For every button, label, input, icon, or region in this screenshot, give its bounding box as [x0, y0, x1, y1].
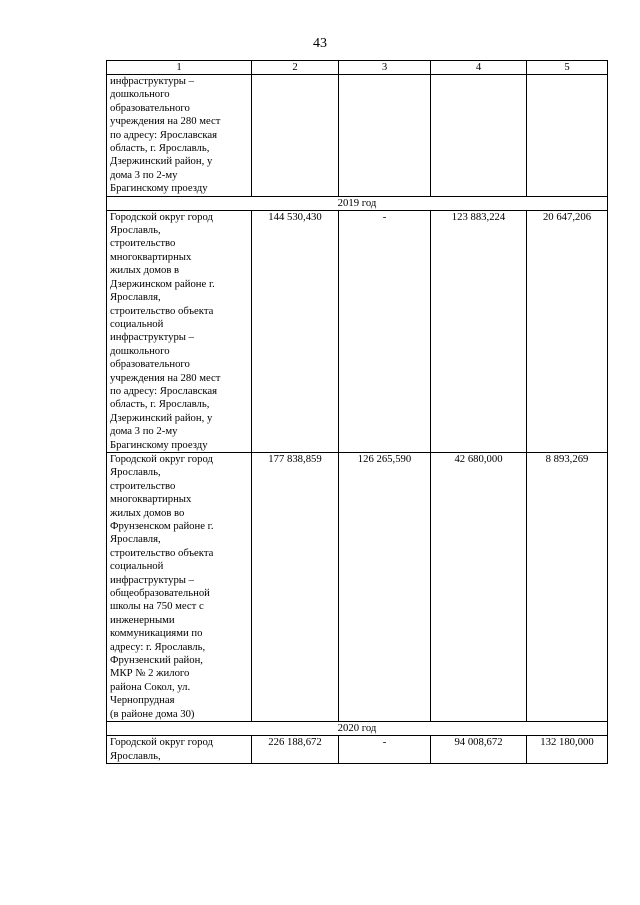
header-col-2: 2: [252, 61, 339, 75]
table-row: [107, 736, 608, 764]
table-row: [107, 210, 608, 452]
year-row-2019: [107, 196, 608, 210]
row-value-col-5: [527, 75, 608, 197]
table-row: [107, 75, 608, 197]
budget-table: [106, 60, 608, 764]
row-value-col-4: [431, 75, 527, 197]
row-description: Городской округ город Ярославль, строительство многоквартирных жилых домов во Фрунзенском районе г. Ярославля, строительство объекта социальной инфраструктуры – общеобразовательной школы на 750 мест с инженерными коммуникациями по адресу: г. Ярославль, Фрунзенский район, МКР № 2 жилого района Сокол, ул. Чернопрудная (в районе дома 30): [107, 452, 252, 721]
year-label: 2019 год: [107, 196, 608, 210]
row-value-col-2: 144 530,430: [252, 210, 339, 452]
row-value-col-2: 226 188,672: [252, 736, 339, 764]
row-description: инфраструктуры – дошкольного образовательного учреждения на 280 мест по адресу: Ярославская область, г. Ярославль, Дзержинский район, у дома 3 по 2-му Брагинскому проезду: [107, 75, 252, 197]
header-col-5: 5: [527, 61, 608, 75]
row-value-col-3: 126 265,590: [339, 452, 431, 721]
header-col-3: 3: [339, 61, 431, 75]
row-value-col-3: [339, 75, 431, 197]
row-value-col-2: 177 838,859: [252, 452, 339, 721]
row-value-col-5: 8 893,269: [527, 452, 608, 721]
header-col-1: 1: [107, 61, 252, 75]
row-value-col-3: -: [339, 736, 431, 764]
row-value-col-4: 42 680,000: [431, 452, 527, 721]
row-value-col-5: 20 647,206: [527, 210, 608, 452]
year-label: 2020 год: [107, 722, 608, 736]
row-value-col-3: -: [339, 210, 431, 452]
table-row: [107, 452, 608, 721]
row-value-col-5: 132 180,000: [527, 736, 608, 764]
row-description: Городской округ город Ярославль,: [107, 736, 252, 764]
row-description: Городской округ город Ярославль, строительство многоквартирных жилых домов в Дзержинском районе г. Ярославля, строительство объекта социальной инфраструктуры – дошкольного образовательного учреждения на 280 мест по адресу: Ярославская область, г. Ярославль, Дзержинский район, у дома 3 по 2-му Брагинскому проезду: [107, 210, 252, 452]
header-col-4: 4: [431, 61, 527, 75]
table-header-row: [107, 61, 608, 75]
year-row-2020: [107, 722, 608, 736]
row-value-col-2: [252, 75, 339, 197]
row-value-col-4: 123 883,224: [431, 210, 527, 452]
page-number: 43: [313, 36, 327, 51]
row-value-col-4: 94 008,672: [431, 736, 527, 764]
